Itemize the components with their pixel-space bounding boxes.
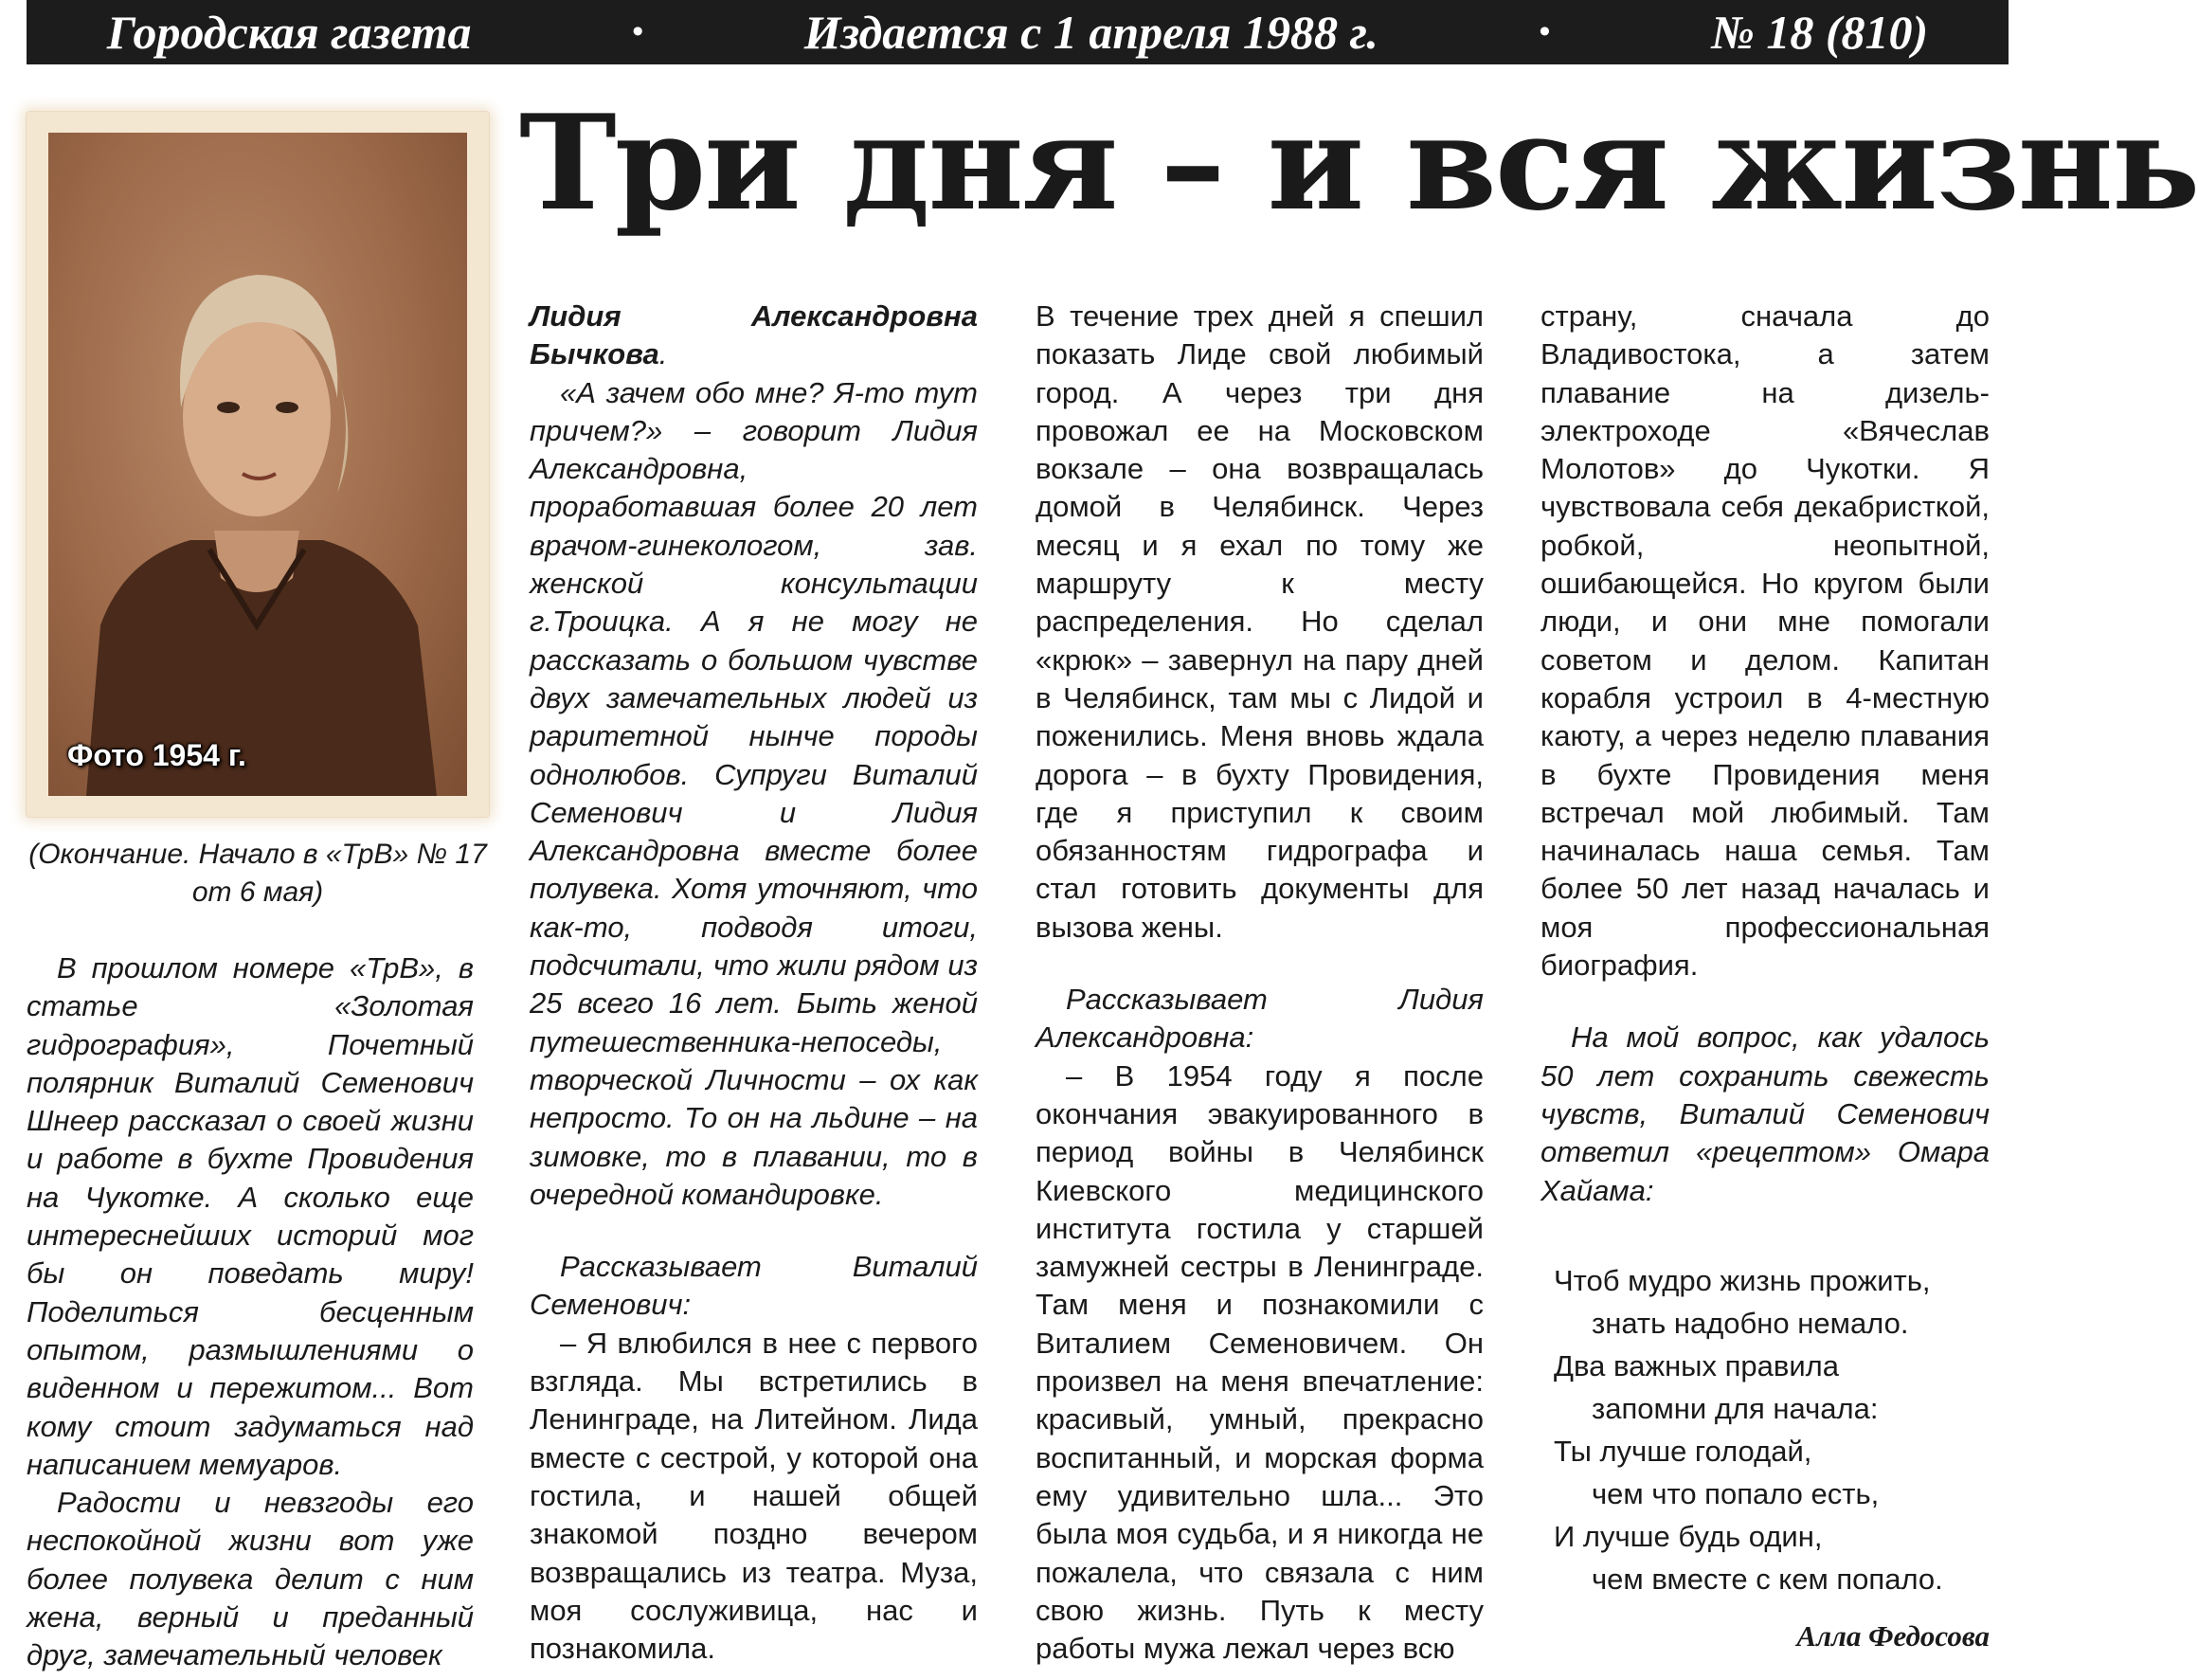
- continued-note: (Окончание. Начало в «ТрВ» № 17 от 6 мая): [28, 839, 487, 908]
- portrait-illustration: [48, 133, 467, 796]
- poem-line: Чтоб мудро жизнь прожить,: [1554, 1263, 1931, 1297]
- article-column-1: [27, 949, 474, 1675]
- article-column-4: [1540, 298, 1990, 1655]
- article-column-2: [530, 298, 978, 1668]
- poem-line: чем что попало есть,: [1592, 1476, 1880, 1510]
- author-signature: Алла Федосова: [1796, 1618, 1990, 1653]
- masthead-published-since: Издается с 1 апреля 1988 г.: [803, 6, 1378, 59]
- portrait-photo: [48, 133, 467, 796]
- poem-line: Два важных правила: [1554, 1348, 1839, 1382]
- lidia-story: – В 1954 году я после окончания эвакуированного в период войны в Челябинск Киевского медицинского института гостила у старшей замужней сестры в Ленинграде. Там меня и познакомили с Виталием Семеновичем. Он произвел на меня впечатление: красивый, умный, прекрасно воспитанный, и морская форма ему удивительно шла... Это была моя судьба, и я никогда не пожалела, что связала с ним свою жизнь. Путь к месту работы мужа лежал через всю: [1036, 1058, 1484, 1666]
- poem-line: И лучше будь один,: [1554, 1519, 1823, 1553]
- headline: Три дня – и вся жизнь: [519, 85, 2198, 240]
- poem: [1540, 1259, 1990, 1600]
- wife-name-line: [530, 298, 978, 374]
- intro-paragraph: В прошлом номере «ТрВ», в статье «Золотая гидрография», Почетный полярник Виталий Семенович Шнеер рассказал о своей жизни и работе в бухте Провидения на Чукотке. А сколько еще интереснейших историй мог бы он поведать миру! Поделиться бесценным опытом, размышлениями о виденном и пережитом... Вот кому стоит задуматься над написанием мемуаров.: [27, 951, 474, 1481]
- lidia-story-continued: страну, сначала до Владивостока, а затем плавание на дизель-электроходе «Вячеслав Молотов» до Чукотки. Я чувствовала себя декабристкой, робкой, неопытной, ошибающейся. Но кругом были люди, и они мне помогали советом и делом. Капитан корабля устроил в 4-местную каюту, а через неделю плавания в бухте Провидения меня встречал мой любимый. Там начиналась наша семья. Там более 50 лет назад началась и моя профессиональная биография.: [1540, 299, 1990, 983]
- vitaly-story: – Я влюбился в нее с первого взгляда. Мы встретились в Ленинграде, на Литейном. Лида вместе с сестрой, у которой она гостила, и нашей общей знакомой поздно вечером возвращались из театра. Муза, моя сослуживица, нас и познакомила.: [530, 1326, 978, 1666]
- poem-line: знать надобно немало.: [1592, 1306, 1909, 1340]
- wife-name: Лидия Александровна Бычкова: [530, 299, 978, 371]
- intro-paragraph-2: [27, 1484, 474, 1674]
- photo-frame: [27, 112, 489, 817]
- vitaly-story-continued: В течение трех дней я спешил показать Лиде свой любимый город. А через три дня провожал ее на Московском вокзале – она возвращалась домой в Челябинск. Через месяц и я ехал по тому же маршруту к месту распределения. Но сделал «крюк» – завернул на пару дней в Челябинск, там мы с Лидой и поженились. Меня вновь ждала дорога – в бухту Провидения, где я приступил к своим обязанностям гидрографа и стал готовить документы для вызова жены.: [1036, 299, 1484, 944]
- masthead-paper-name: Городская газета: [106, 6, 472, 59]
- vitaly-intro: Рассказывает Виталий Семенович:: [530, 1250, 978, 1322]
- photo-caption: Фото 1954 г.: [67, 738, 246, 772]
- intro-paragraph-2-start: Радости и невзгоды его неспокойной жизни вот уже более полувека делит с ним жена, верный и преданный друг, замечательный человек: [27, 1486, 474, 1672]
- poem-line: чем вместе с кем попало.: [1592, 1562, 1943, 1596]
- masthead-issue-number: № 18 (810): [1711, 6, 1929, 59]
- quote-paragraph: «А зачем обо мне? Я-то тут причем?» – говорит Лидия Александровна, проработавшая более 20 лет врачом-гинекологом, зав. женской консультации г.Троицка. А я не могу не рассказать о большом чувстве двух замечательных людей из раритетной нынче породы однолюбов. Супруги Виталий Семенович и Лидия Александровна вместе более полувека. Хотя уточняют, что как-то, подводя итоги, подсчитали, что жили рядом из 25 всего 16 лет. Быть женой путешественника-непоседы, творческой Личности – ох как непросто. То он на льдине – на зимовке, то в плавании, то в очередной командировке.: [530, 375, 978, 1211]
- question-paragraph: На мой вопрос, как удалось 50 лет сохранить свежесть чувств, Виталий Семенович ответил «рецептом» Омара Хайама:: [1540, 1021, 1990, 1207]
- masthead-separator: •: [1539, 14, 1551, 49]
- lidia-intro: Рассказывает Лидия Александровна:: [1036, 983, 1484, 1055]
- masthead: [27, 0, 2009, 64]
- article-column-3: [1036, 298, 1484, 1668]
- wife-name-end: .: [658, 337, 668, 371]
- poem-line: запомни для начала:: [1592, 1391, 1879, 1425]
- masthead-separator: •: [632, 14, 644, 49]
- poem-line: Ты лучше голодай,: [1554, 1434, 1812, 1468]
